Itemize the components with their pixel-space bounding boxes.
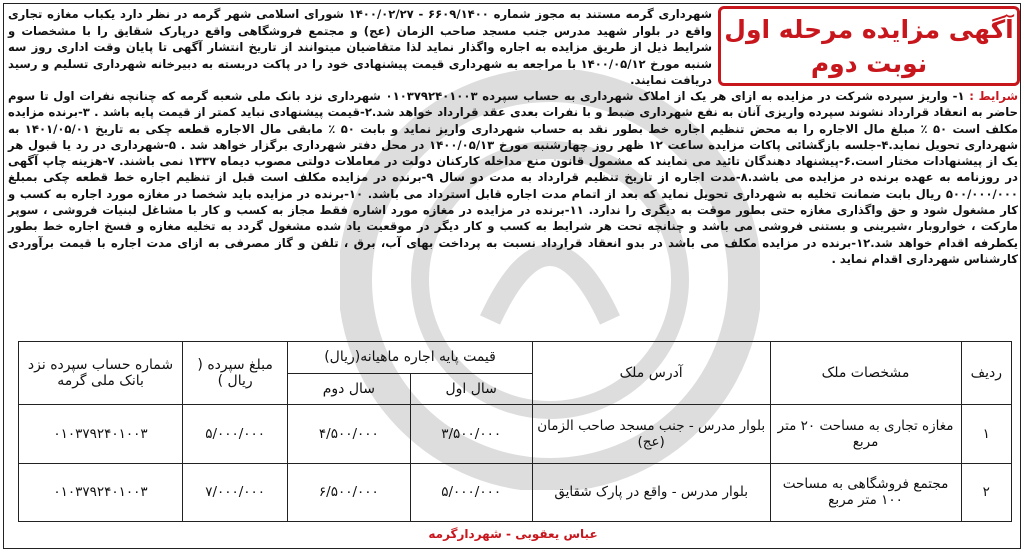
row-year-2: ۶/۵۰۰/۰۰۰ xyxy=(288,463,410,521)
header-year-2: سال دوم xyxy=(288,373,410,405)
title-box xyxy=(718,6,1020,86)
row-number: ۱ xyxy=(961,405,1011,463)
row-year-1: ۵/۰۰۰/۰۰۰ xyxy=(410,463,532,521)
header-row-number: ردیف xyxy=(961,342,1011,405)
intro-paragraph: شهرداری گرمه مستند به مجوز شماره ۶۶۰۹/۱۴۰۰ - ۱۴۰۰/۰۲/۲۷ شورای اسلامی شهر گرمه در نظر دارد یکباب مغازه تجاری واقع در بلوار شهید مدرس جنب مسجد صاحب الزمان (عج) و مجتمع فروشگاهی واقع درپارک شقایق را با مشخصات و شرایط ذیل از طریق مزایده به اجاره واگذار نماید لذا متقاضیان میتوانند از تاریخ انتشار آگهی تا پایان وقت اداری روز سه شنبه مورخ ۱۴۰۰/۰۵/۱۲ با مراجعه به شهرداری قیمت پیشنهادی خود را در پاکت دربسته به دبیرخانه شهرداری تسلیم و رسید دریافت نمایند. xyxy=(8,7,713,88)
header-account: شماره حساب سپرده نزد بانک ملی گرمه xyxy=(19,342,183,405)
header-address: آدرس ملک xyxy=(532,342,770,405)
header-spec: مشخصات ملک xyxy=(770,342,961,405)
signature-footer: عباس یعقوبی - شهردارگرمه xyxy=(428,527,598,541)
table-row xyxy=(19,463,1012,521)
row-address: بلوار مدرس - جنب مسجد صاحب الزمان (عج) xyxy=(532,405,770,463)
row-year-2: ۴/۵۰۰/۰۰۰ xyxy=(288,405,410,463)
table-row xyxy=(19,405,1012,463)
header-year-1: سال اول xyxy=(410,373,532,405)
header-base-price: قیمت پایه اجاره ماهیانه(ریال) xyxy=(288,342,533,374)
title-line-1: آگهی مزایده مرحله اول xyxy=(724,15,1014,44)
row-year-1: ۳/۵۰۰/۰۰۰ xyxy=(410,405,532,463)
row-spec: مغازه تجاری به مساحت ۲۰ متر مربع xyxy=(770,405,961,463)
row-spec: مجتمع فروشگاهی به مساحت ۱۰۰ متر مربع xyxy=(770,463,961,521)
row-deposit: ۷/۰۰۰/۰۰۰ xyxy=(183,463,288,521)
row-address: بلوار مدرس - واقع در پارک شقایق xyxy=(532,463,770,521)
conditions-lead: شرایط : xyxy=(969,89,1018,103)
row-account: ۰۱۰۳۷۹۲۴۰۱۰۰۳ xyxy=(19,405,183,463)
row-deposit: ۵/۰۰۰/۰۰۰ xyxy=(183,405,288,463)
header-deposit: مبلغ سپرده ( ریال ) xyxy=(183,342,288,405)
conditions-paragraph xyxy=(8,88,1018,267)
conditions-text: ۱- واریز سپرده شرکت در مزایده به ازای هر یک از املاک شهرداری به حساب سپرده ۰۱۰۳۷۹۲۴۰۱۰۰۳ شهرداری نزد بانک ملی شعبه گرمه که چنانچه نفرات اول تا سوم حاضر به انعقاد قرارداد نشوند سپرده واریزی آنان به نفع شهرداری ضبط و با نفرات بعدی عقد قرارداد خواهد شد.۲-قیمت پیشنهادی نباید کمتر از قیمت پایه باشد . ۳-برنده مزایده مکلف است ۵۰ ٪ مبلغ مال الاجاره را به محض تنظیم اجاره خط بطور نقد به حساب شهرداری واریز نماید و بابت ۵۰ ٪ مابقی مال الاجاره قطعه چکی به تاریخ ۱۴۰۱/۰۵/۰۱ به شهرداری تحویل نماید.۴-جلسه بازگشائی پاکات مزایده ساعت ۱۲ ظهر روز چهارشنبه مورخ ۱۴۰۰/۰۵/۱۳ در محل دفتر شهرداری برگزار خواهد شد . ۵-شهرداری در رد یا قبول هر یک از پیشنهادات مختار است.۶-پیشنهاد دهندگان تائید می نمایند که مشمول قانون منع مداخله کارکنان دولت در معاملات دولتی مصوب دیماه ۱۳۳۷ نمی باشند. ۷-هزینه چاپ آگهی در روزنامه به عهده برنده در مزایده می باشد.۸-مدت اجاره از تاریخ تنظیم قرارداد به مدت دو سال ۹-برنده در مزایده مکلف است قبل از تنظیم اجاره خط قطعه چکی بمبلغ ۵۰۰/۰۰۰/۰۰۰ ریال بابت ضمانت تخلیه به شهرداری تحویل نماید که بعد از اتمام مدت اجاره قابل استرداد می باشد. ۱۰-برنده در مزایده باید شخصا در مغازه مورد اجاره به کسب و کار مشغول شود و حق واگذاری مغازه حتی بطور موقت به دیگری را ندارد. ۱۱-برنده در مزایده در مغازه مورد اشاره فقط مجاز به کسب و کار با مشاغل لبنیات فروشی ، سوپر مارکت ، خواروبار ،شیرینی و بستنی فروشی می باشد و چنانچه تحت هر شرایط به کسب و کار دیگر در موقعیت یاد شده مشغول گردد به تخلیه مغازه و فسخ اجاره خط بطور یکطرفه اقدام خواهد شد.۱۲-برنده در مزایده مکلف می باشد در بدو انعقاد قرارداد نسبت به پرداخت بهای آب، برق ، تلفن و گاز مصرفی به ازای مدت اجاره با قیمت برآوردی کارشناس شهرداری اقدام نماید . xyxy=(8,89,1019,266)
title-line-2: نوبت دوم xyxy=(810,49,928,78)
table-header-row xyxy=(19,342,1012,374)
properties-table xyxy=(18,341,1012,522)
row-number: ۲ xyxy=(961,463,1011,521)
row-account: ۰۱۰۳۷۹۲۴۰۱۰۰۳ xyxy=(19,463,183,521)
